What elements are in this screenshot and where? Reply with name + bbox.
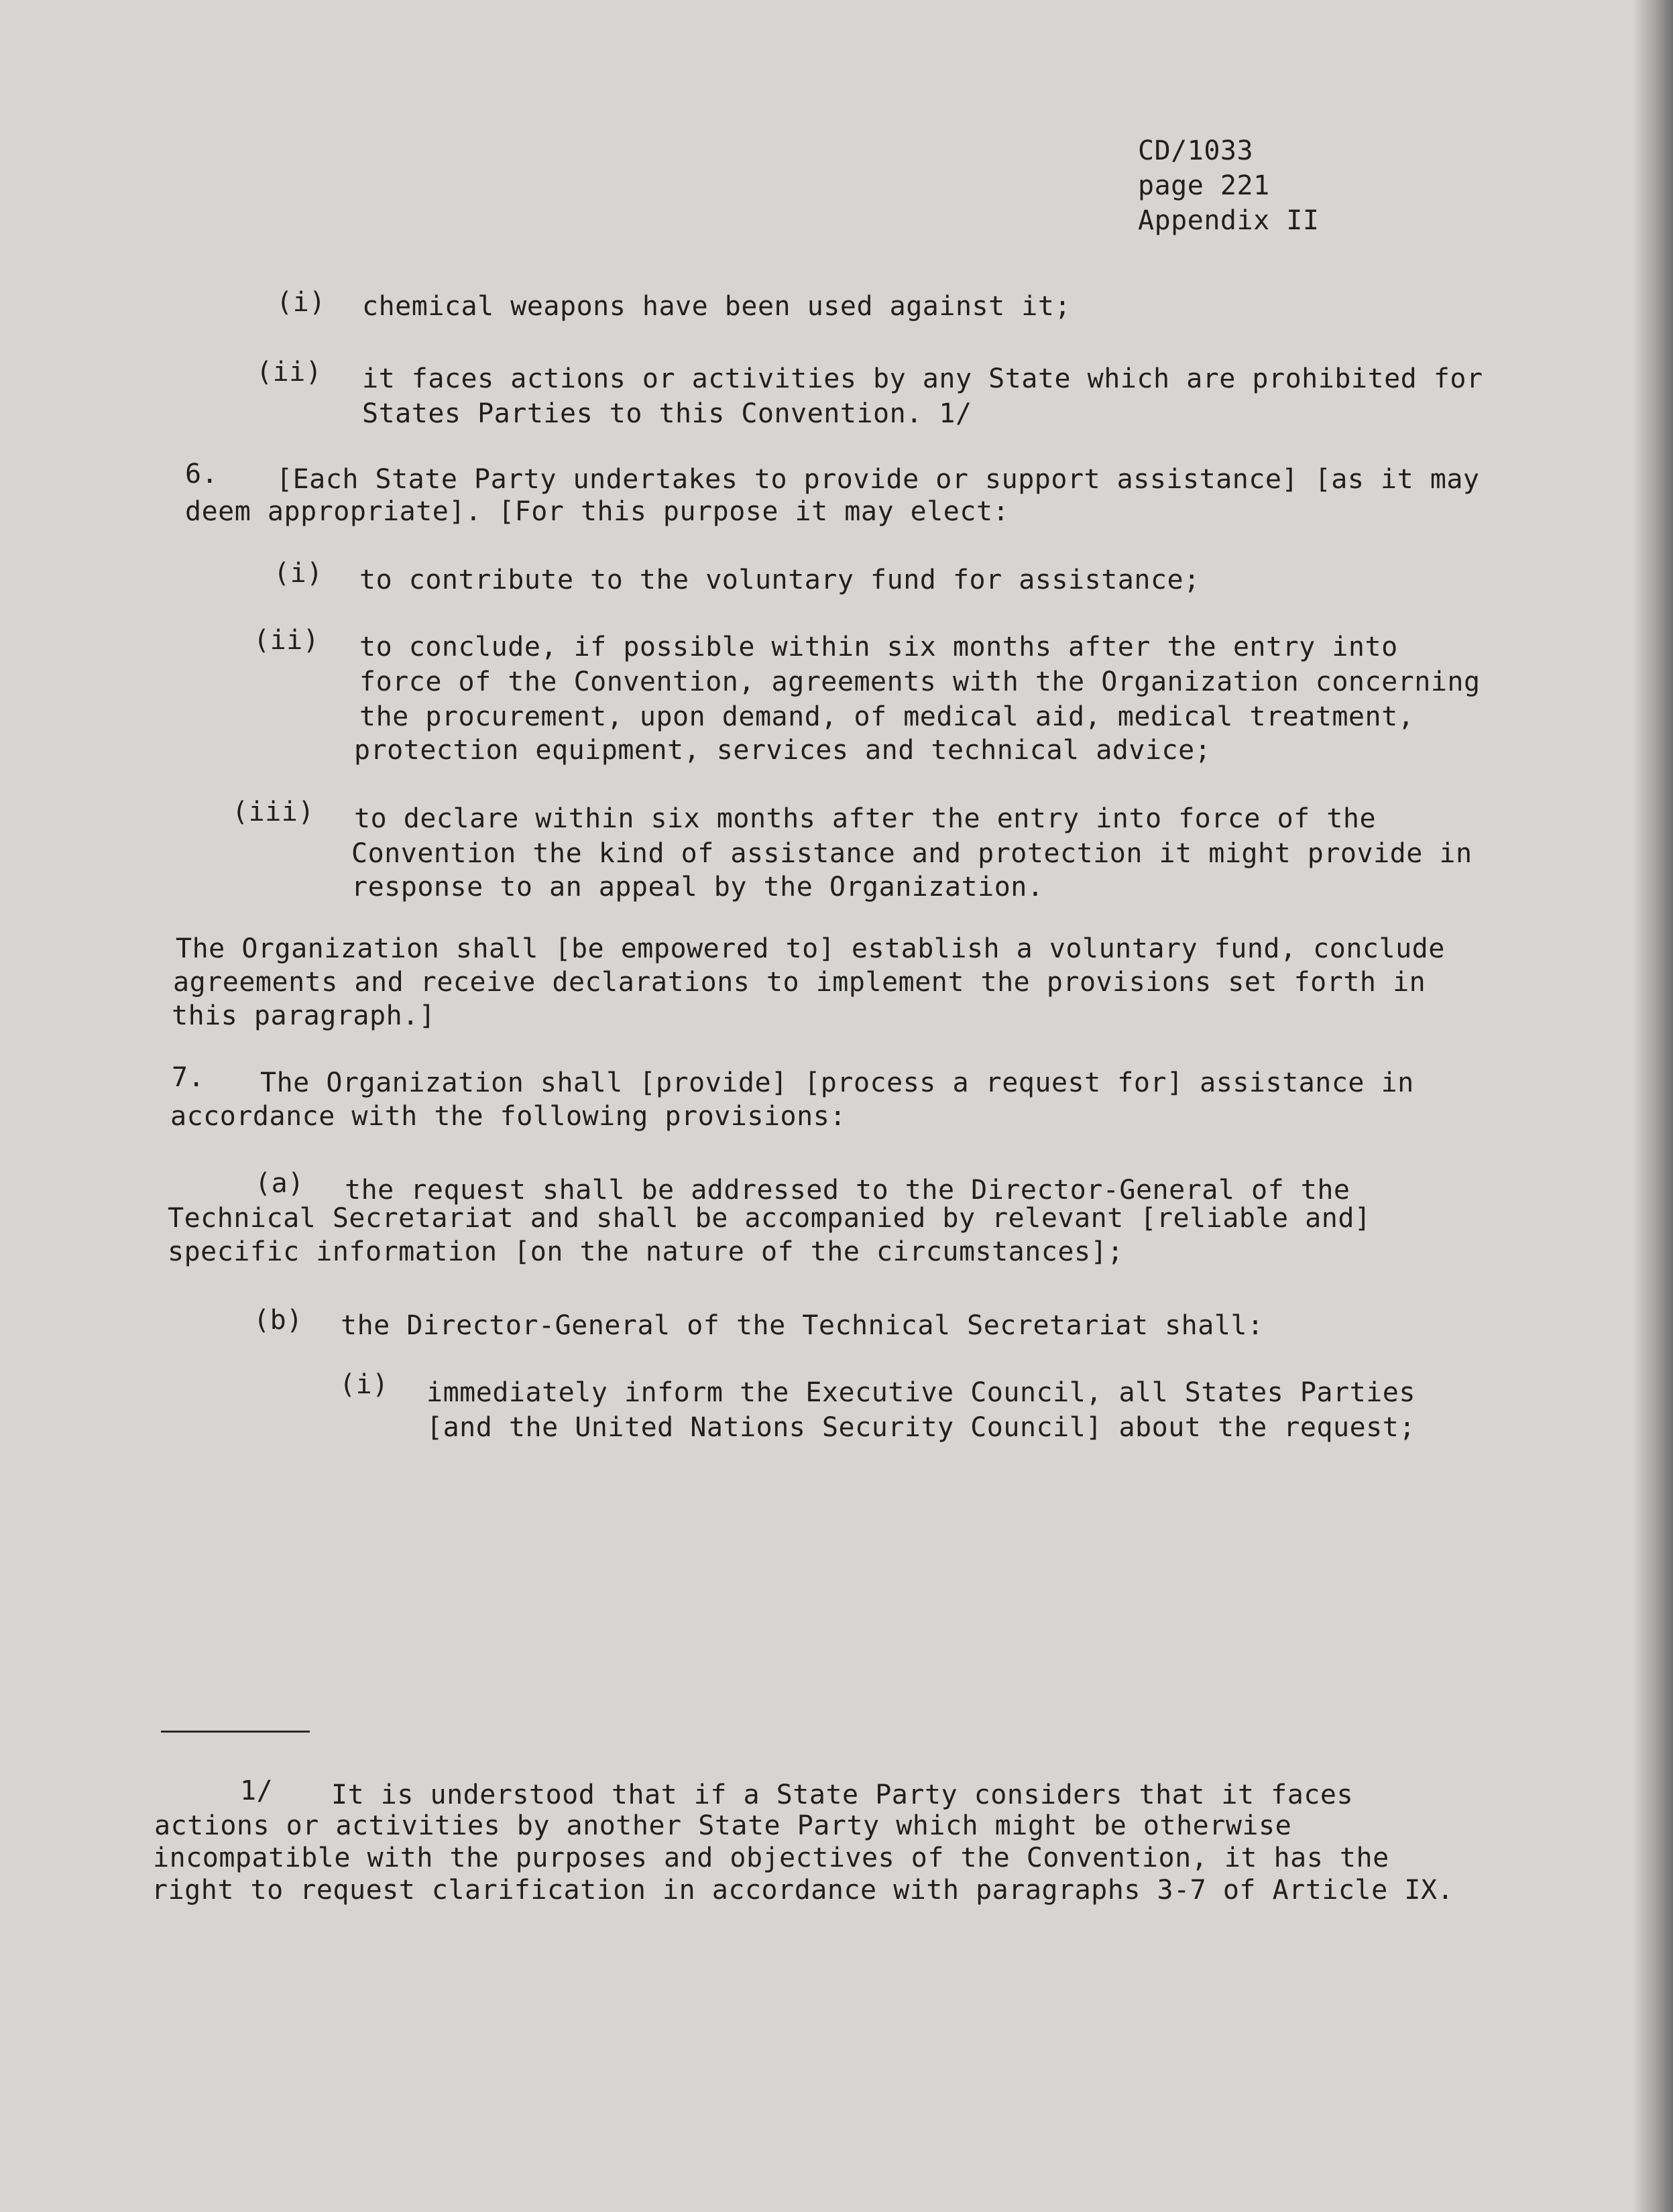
page-number: page 221 <box>1138 170 1270 201</box>
item-text: the Director-General of the Technical Secretariat shall: <box>341 1310 1264 1341</box>
paragraph-text: [Each State Party undertakes to provide or support assistance] [as it may <box>276 464 1480 495</box>
document-symbol: CD/1033 <box>1138 135 1254 166</box>
item-text: specific information [on the nature of the circumstances]; <box>168 1236 1124 1267</box>
page-edge-shadow <box>1633 0 1673 2212</box>
paragraph-number: 6. <box>185 459 219 489</box>
footnote-text: right to request clarification in accordance with paragraphs 3-7 of Article IX. <box>152 1875 1454 1906</box>
item-text: Technical Secretariat and shall be accompanied by relevant [reliable and] <box>168 1203 1371 1234</box>
item-text: the request shall be addressed to the Director-General of the <box>345 1175 1350 1206</box>
footnote-marker: 1/ <box>240 1776 274 1806</box>
paragraph-text: The Organization shall [be empowered to] establish a voluntary fund, conclude <box>176 933 1445 964</box>
item-number: (b) <box>253 1305 303 1336</box>
item-number: (i) <box>339 1369 389 1400</box>
item-text: response to an appeal by the Organization. <box>351 872 1044 903</box>
item-number: (ii) <box>256 357 323 388</box>
item-text: the procurement, upon demand, of medical aid, medical treatment, <box>359 701 1415 732</box>
item-text: to declare within six months after the entry into force of the <box>354 803 1377 834</box>
item-text: Convention the kind of assistance and protection it might provide in <box>351 838 1473 869</box>
paragraph-text: accordance with the following provisions: <box>170 1101 846 1132</box>
item-text: protection equipment, services and technical advice; <box>354 735 1212 766</box>
footnote-divider <box>161 1731 310 1733</box>
item-text: [and the United Nations Security Council] about the request; <box>426 1412 1416 1443</box>
appendix-label: Appendix II <box>1138 205 1320 236</box>
item-number: (i) <box>276 287 326 318</box>
paragraph-text: deem appropriate]. [For this purpose it may elect: <box>185 496 1010 527</box>
item-number: (a) <box>255 1168 304 1199</box>
item-text: immediately inform the Executive Council, all States Parties <box>426 1377 1416 1408</box>
item-number: (i) <box>274 558 323 589</box>
item-text: to contribute to the voluntary fund for assistance; <box>359 565 1200 595</box>
paragraph-text: The Organization shall [provide] [process a request for] assistance in <box>260 1067 1414 1098</box>
item-text: it faces actions or activities by any State which are prohibited for <box>362 363 1483 394</box>
item-text: chemical weapons have been used against it; <box>362 291 1072 322</box>
item-number: (iii) <box>232 797 314 827</box>
paragraph-text: agreements and receive declarations to implement the provisions set forth in <box>173 967 1426 998</box>
item-text: to conclude, if possible within six months after the entry into <box>359 632 1398 662</box>
item-text: force of the Convention, agreements with the Organization concerning <box>359 666 1481 697</box>
item-text: States Parties to this Convention. 1/ <box>362 398 972 429</box>
footnote-text: actions or activities by another State Party which might be otherwise <box>154 1810 1292 1841</box>
paragraph-text: this paragraph.] <box>172 1000 436 1031</box>
footnote-text: It is understood that if a State Party considers that it faces <box>331 1780 1354 1810</box>
item-number: (ii) <box>253 625 320 656</box>
footnote-text: incompatible with the purposes and objectives of the Convention, it has the <box>153 1843 1389 1873</box>
paragraph-number: 7. <box>172 1062 205 1093</box>
